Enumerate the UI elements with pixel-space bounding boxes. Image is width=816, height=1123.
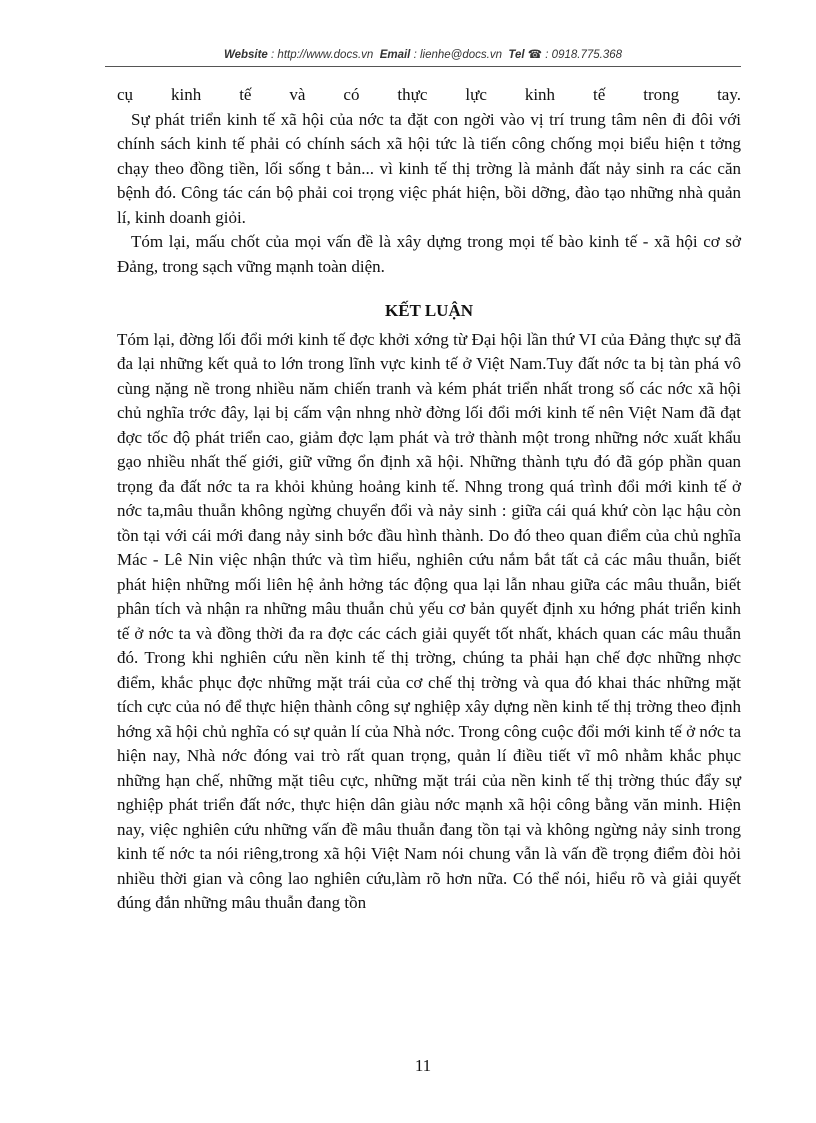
email-label: Email bbox=[379, 49, 411, 61]
website-label: Website bbox=[223, 49, 268, 61]
paragraph-2: Tóm lại, mấu chốt của mọi vấn đề là xây dựng trong mọi tế bào kinh tế - xã hội cơ sở Đảng, trong sạch vững mạnh toàn diện. bbox=[117, 232, 741, 276]
paragraph-continued: cụ kinh tế và có thực lực kinh tế trong tay. bbox=[117, 85, 741, 104]
email-value: : lienhe@docs.vn bbox=[413, 49, 502, 61]
phone-icon: ☎ bbox=[527, 49, 543, 61]
paragraph-1: Sự phát triển kinh tế xã hội của nớc ta đặt con ngời vào vị trí trung tâm nên đi đôi với chính sách kinh tế phải có chính sách xã hội tức là tiến công chống mọi biểu hiện t tởng chạy theo đồng tiền, lối sống t bản... vì kinh tế thị trờng là mảnh đất nảy sinh ra các căn bệnh đó. Công tác cán bộ phải coi trọng việc phát hiện, bồi dỡng, đào tạo những nhà quản lí, kinh doanh giỏi. bbox=[117, 109, 741, 227]
document-body bbox=[117, 83, 741, 916]
website-value: : http://www.docs.vn bbox=[271, 49, 374, 61]
tel-value: : 0918.775.368 bbox=[545, 49, 623, 61]
paragraph-conclusion: Tóm lại, đờng lối đổi mới kinh tế đợc khởi xớng từ Đại hội lần thứ VI của Đảng thực sự đã đa lại những kết quả to lớn trong lĩnh vực kinh tế ở Việt Nam.Tuy đất nớc ta bị tàn phá vô cùng nặng nề trong nhiều năm chiến tranh và kém phát triển nhất trong số các nớc xã hội chủ nghĩa trớc đây, lại bị cấm vận nhng nhờ đờng lối đổi mới kinh tế nên Việt Nam đã đạt đợc tốc độ phát triển cao, giảm đợc lạm phát và trở thành một trong những nớc xuất khẩu gạo nhiều nhất thế giới, giữ vững ổn định xã hội. Những thành tựu đó đã góp phần quan trọng đa đất nớc ta ra khỏi khủng hoảng kinh tế. Nhng trong quá trình đổi mới kinh tế ở nớc ta,mâu thuẫn không ngừng chuyển đổi và nảy sinh : giữa cái quá khứ còn lạc hậu còn tồn tại với cái mới đang nảy sinh bớc đầu hình thành. Do đó theo quan điểm của chủ nghĩa Mác - Lê Nin việc nhận thức và tìm hiểu, nghiên cứu nắm bắt tất cả các mâu thuẫn, biết phát hiện những mối liên hệ ảnh hởng tác động qua lại lẫn nhau giữa các mâu thuẫn, biết phân tích và nhận ra những mâu thuẫn chủ yếu cơ bản quyết định xu hớng phát triển kinh tế ở nớc ta và đồng thời đa ra đợc các cách giải quyết tốt nhất, khách quan các mâu thuẫn đó. Trong khi nghiên cứu nền kinh tế thị trờng, chúng ta phải hạn chế đợc những nhợc điểm, khắc phục đợc những mặt trái của cơ chế thị trờng và qua đó khai thác những mặt tích cực của nó để thực hiện thành công sự nghiệp xây dựng nền kinh tế thị trờng theo định hớng xã hội chủ nghĩa có sự quản lí của Nhà nớc. Trong công cuộc đổi mới kinh tế ở nớc ta hiện nay, Nhà nớc đóng vai trò rất quan trọng, quản lí điều tiết vĩ mô nhằm khắc phục những hạn chế, những mặt tiêu cực, những mặt trái của nền kinh tế thị trờng thúc đẩy sự nghiệp phát triển đất nớc, thực hiện dân giàu nớc mạnh xã hội công bằng văn minh. Hiện nay, việc nghiên cứu những vấn đề mâu thuẫn đang tồn tại và không ngừng nảy sinh trong kinh tế nớc ta nói riêng,trong xã hội Việt Nam nói chung vẫn là vấn đề trọng điểm đòi hỏi nhiều thời gian và công lao nghiên cứu,làm rõ hơn nữa. Có thể nói, hiểu rõ và giải quyết đúng đắn những mâu thuẫn đang tồn bbox=[117, 329, 741, 912]
tel-label: Tel bbox=[508, 49, 525, 61]
page-header bbox=[105, 44, 741, 66]
section-title: KẾT LUẬN bbox=[384, 301, 473, 320]
page-number: 11 bbox=[414, 1056, 432, 1075]
header-divider bbox=[105, 66, 741, 67]
